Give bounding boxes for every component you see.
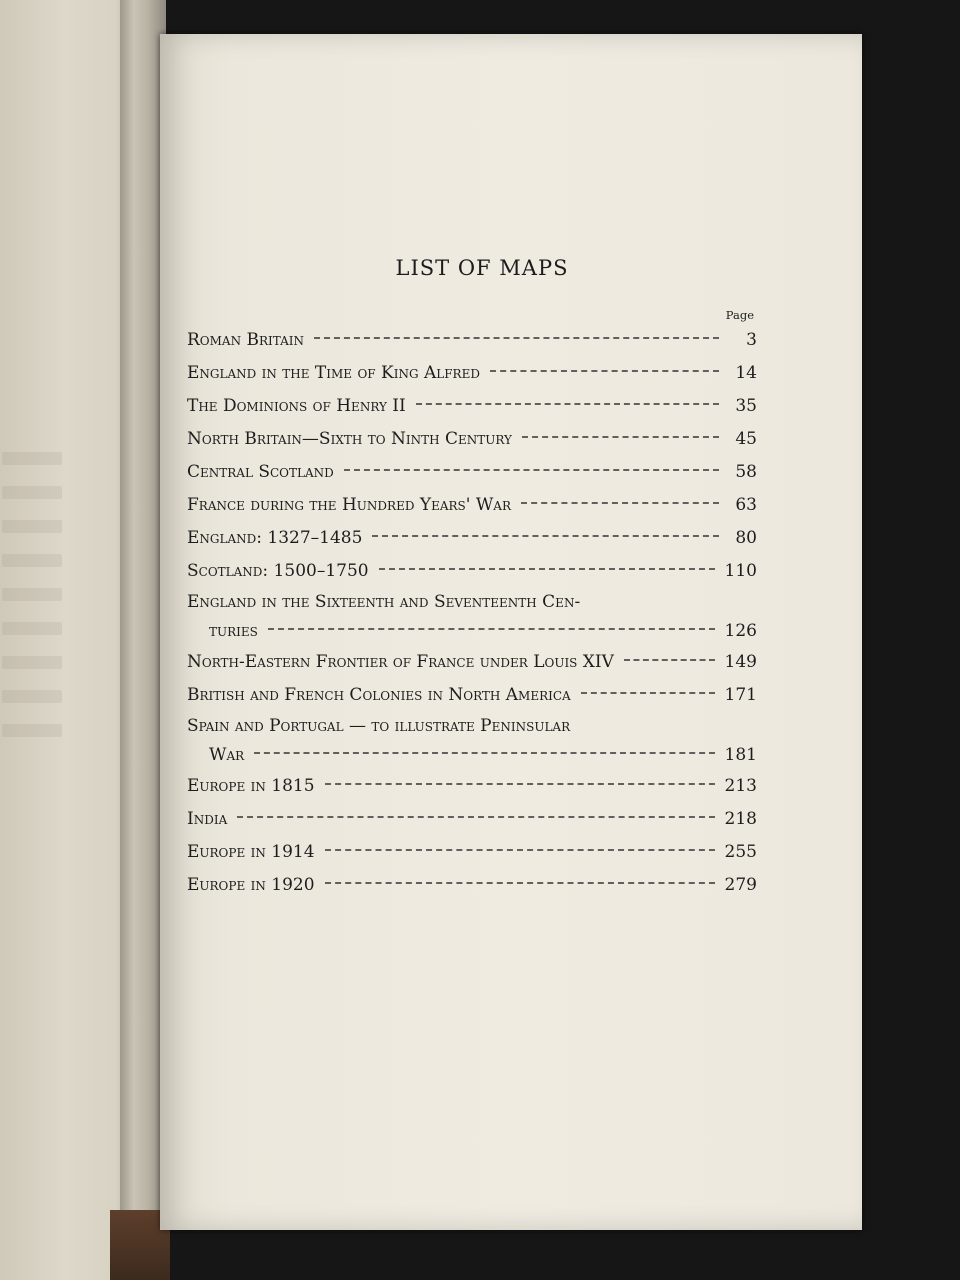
- facing-page-text-fragment: [2, 554, 62, 567]
- map-entry: [187, 357, 757, 390]
- map-entry: [187, 555, 757, 588]
- map-entry-page: 181: [724, 745, 757, 765]
- map-entry-label: Europe in 1914: [187, 842, 315, 862]
- facing-page-text-fragment: [2, 622, 62, 635]
- map-entry-page: 218: [724, 809, 757, 829]
- map-entry-label: India: [187, 809, 228, 829]
- map-entry-label-line2: turies: [209, 621, 258, 641]
- map-entry: [187, 646, 757, 679]
- facing-page-text-fragment: [2, 588, 62, 601]
- facing-page-text-fragment: [2, 656, 62, 669]
- dot-leader: [237, 815, 714, 818]
- facing-page-text-fragment: [2, 690, 62, 703]
- map-entry: [187, 456, 757, 489]
- map-entry-label-line1: England in the Sixteenth and Seventeenth Cen-: [187, 592, 581, 612]
- map-entry: [187, 803, 757, 836]
- map-entry-line2: [187, 740, 757, 770]
- map-entry-label: England in the Time of King Alfred: [187, 363, 480, 383]
- dot-leader: [379, 567, 715, 570]
- map-entry-label: Europe in 1920: [187, 875, 315, 895]
- map-entry-label: Roman Britain: [187, 330, 305, 350]
- map-entry: [187, 679, 757, 712]
- map-entry-page: 213: [724, 776, 757, 796]
- dot-leader: [581, 691, 715, 694]
- dot-leader: [268, 627, 715, 630]
- facing-page-text-fragment: [2, 724, 62, 737]
- dot-leader: [490, 369, 719, 372]
- map-entry: [187, 390, 757, 423]
- map-entry-page: 110: [724, 561, 757, 581]
- facing-page-text-fragment: [2, 486, 62, 499]
- dot-leader: [344, 468, 719, 471]
- dot-leader: [325, 782, 715, 785]
- map-entry-label: British and French Colonies in North America: [187, 685, 571, 705]
- map-entry-page: 3: [746, 330, 757, 350]
- map-entry-label: North Britain—Sixth to Ninth Century: [187, 429, 512, 449]
- dot-leader: [254, 751, 714, 754]
- map-entry-page: 58: [735, 462, 757, 482]
- map-entry-label: Central Scotland: [187, 462, 334, 482]
- map-entry-line2: [187, 616, 757, 646]
- map-entry-page: 14: [735, 363, 757, 383]
- map-entry-page: 255: [724, 842, 757, 862]
- dot-leader: [314, 336, 719, 339]
- map-entry-label: England: 1327–1485: [187, 528, 363, 548]
- dot-leader: [325, 881, 715, 884]
- map-entry: [187, 869, 757, 902]
- map-list: [187, 324, 757, 902]
- page-column-label: Page: [725, 308, 754, 322]
- dot-leader: [624, 658, 715, 661]
- map-entry-label: The Dominions of Henry II: [187, 396, 406, 416]
- map-entry: [187, 836, 757, 869]
- map-entry-label: Europe in 1815: [187, 776, 315, 796]
- map-entry: [187, 324, 757, 357]
- map-entry-page: 63: [735, 495, 757, 515]
- dot-leader: [416, 402, 719, 405]
- facing-page-text-fragment: [2, 452, 62, 465]
- dot-leader: [325, 848, 715, 851]
- map-entry-page: 45: [735, 429, 757, 449]
- map-entry-label: France during the Hundred Years' War: [187, 495, 512, 515]
- map-entry: [187, 588, 757, 646]
- map-entry-page: 126: [724, 621, 757, 641]
- map-entry: [187, 770, 757, 803]
- map-entry: [187, 489, 757, 522]
- map-entry-page: 35: [735, 396, 757, 416]
- dot-leader: [372, 534, 719, 537]
- map-entry: [187, 712, 757, 770]
- map-entry-label: North-Eastern Frontier of France under Louis XIV: [187, 652, 614, 672]
- dot-leader: [522, 435, 719, 438]
- page-title: LIST OF MAPS: [395, 256, 569, 280]
- book-page: [160, 34, 862, 1230]
- map-entry: [187, 522, 757, 555]
- map-entry-page: 149: [724, 652, 757, 672]
- map-entry-page: 80: [735, 528, 757, 548]
- map-entry-label: Scotland: 1500–1750: [187, 561, 369, 581]
- dot-leader: [521, 501, 719, 504]
- map-entry-label-line1: Spain and Portugal — to illustrate Peninsular: [187, 716, 571, 736]
- map-entry-page: 171: [724, 685, 757, 705]
- map-entry-page: 279: [724, 875, 757, 895]
- facing-page-text-fragment: [2, 520, 62, 533]
- map-entry-label-line2: War: [209, 745, 245, 765]
- map-entry: [187, 423, 757, 456]
